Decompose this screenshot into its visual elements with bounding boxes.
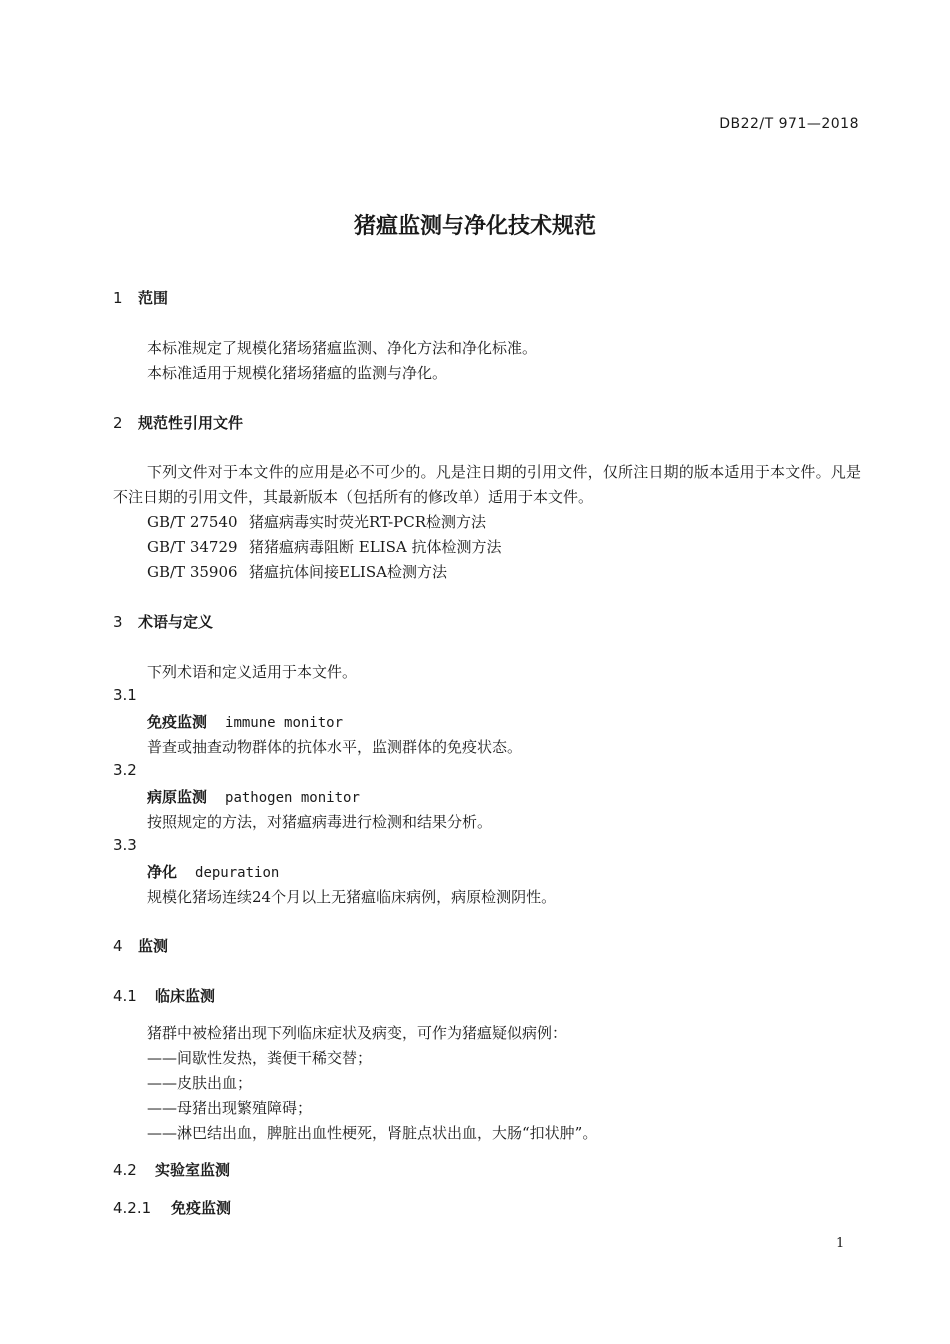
paragraph: 猪群中被检猪出现下列临床症状及病变，可作为猪瘟疑似病例：	[147, 1024, 568, 1042]
subsection-number: 4.1	[113, 987, 137, 1005]
term-entry	[147, 711, 343, 732]
section-1-heading	[113, 287, 168, 308]
list-item: ——母猪出现繁殖障碍；	[147, 1099, 313, 1117]
reference-title: 猪瘟抗体间接ELISA检测方法	[249, 563, 447, 581]
subsection-4-1-heading	[113, 985, 215, 1006]
subsection-4-2-heading	[113, 1159, 230, 1180]
section-title: 规范性引用文件	[138, 414, 244, 432]
subsection-title: 实验室监测	[155, 1161, 231, 1179]
document-title: 猪瘟监测与净化技术规范	[353, 214, 596, 239]
reference-code: GB/T 35906	[147, 563, 238, 581]
paragraph: 本标准规定了规模化猪场猪瘟监测、净化方法和净化标准。	[147, 339, 538, 357]
section-3-heading	[113, 611, 213, 632]
term-chinese: 免疫监测	[147, 713, 208, 731]
term-english: pathogen monitor	[225, 790, 360, 806]
list-item: ——淋巴结出血，脾脏出血性梗死，肾脏点状出血，大肠“扣状肿”。	[147, 1124, 598, 1142]
term-definition: 规模化猪场连续24个月以上无猪瘟临床病例，病原检测阴性。	[147, 888, 557, 906]
section-title: 范围	[138, 289, 169, 307]
term-english: immune monitor	[225, 715, 344, 731]
term-chinese: 病原监测	[147, 788, 208, 806]
reference-title: 猪猪瘟病毒阻断 ELISA 抗体检测方法	[249, 538, 502, 556]
paragraph: 下列术语和定义适用于本文件。	[147, 663, 358, 681]
term-number: 3.3	[113, 836, 137, 854]
section-number: 3	[113, 613, 123, 631]
section-4-heading	[113, 935, 168, 956]
subsection-number: 4.2	[113, 1161, 137, 1179]
term-entry	[147, 861, 279, 882]
reference-item	[147, 561, 447, 582]
subsection-4-2-1-heading	[113, 1197, 231, 1218]
section-number: 2	[113, 414, 123, 432]
list-item: ——间歇性发热，粪便干稀交替；	[147, 1049, 373, 1067]
document-number: DB22/T 971—2018	[719, 116, 859, 132]
term-number: 3.2	[113, 761, 137, 779]
list-item: ——皮肤出血；	[147, 1074, 253, 1092]
reference-code: GB/T 34729	[147, 538, 238, 556]
term-definition: 按照规定的方法，对猪瘟病毒进行检测和结果分析。	[147, 813, 493, 831]
term-english: depuration	[195, 865, 280, 881]
reference-title: 猪瘟病毒实时荧光RT-PCR检测方法	[249, 513, 487, 531]
reference-item	[147, 536, 501, 557]
page-number: 1	[836, 1236, 845, 1251]
subsection-number: 4.2.1	[113, 1199, 152, 1217]
paragraph: 下列文件对于本文件的应用是必不可少的。凡是注日期的引用文件，仅所注日期的版本适用于本文件。凡是不注日期的引用文件，其最新版本（包括所有的修改单）适用于本文件。	[113, 463, 861, 506]
section-number: 4	[113, 937, 123, 955]
section-2-heading	[113, 412, 243, 433]
term-number: 3.1	[113, 686, 137, 704]
term-entry	[147, 786, 360, 807]
term-definition: 普查或抽查动物群体的抗体水平，监测群体的免疫状态。	[147, 738, 523, 756]
section-title: 术语与定义	[138, 613, 214, 631]
section-title: 监测	[138, 937, 169, 955]
term-chinese: 净化	[147, 863, 178, 881]
section-number: 1	[113, 289, 123, 307]
subsection-title: 免疫监测	[171, 1199, 232, 1217]
reference-code: GB/T 27540	[147, 513, 238, 531]
subsection-title: 临床监测	[155, 987, 216, 1005]
reference-item	[147, 511, 486, 532]
paragraph: 本标准适用于规模化猪场猪瘟的监测与净化。	[147, 364, 448, 382]
